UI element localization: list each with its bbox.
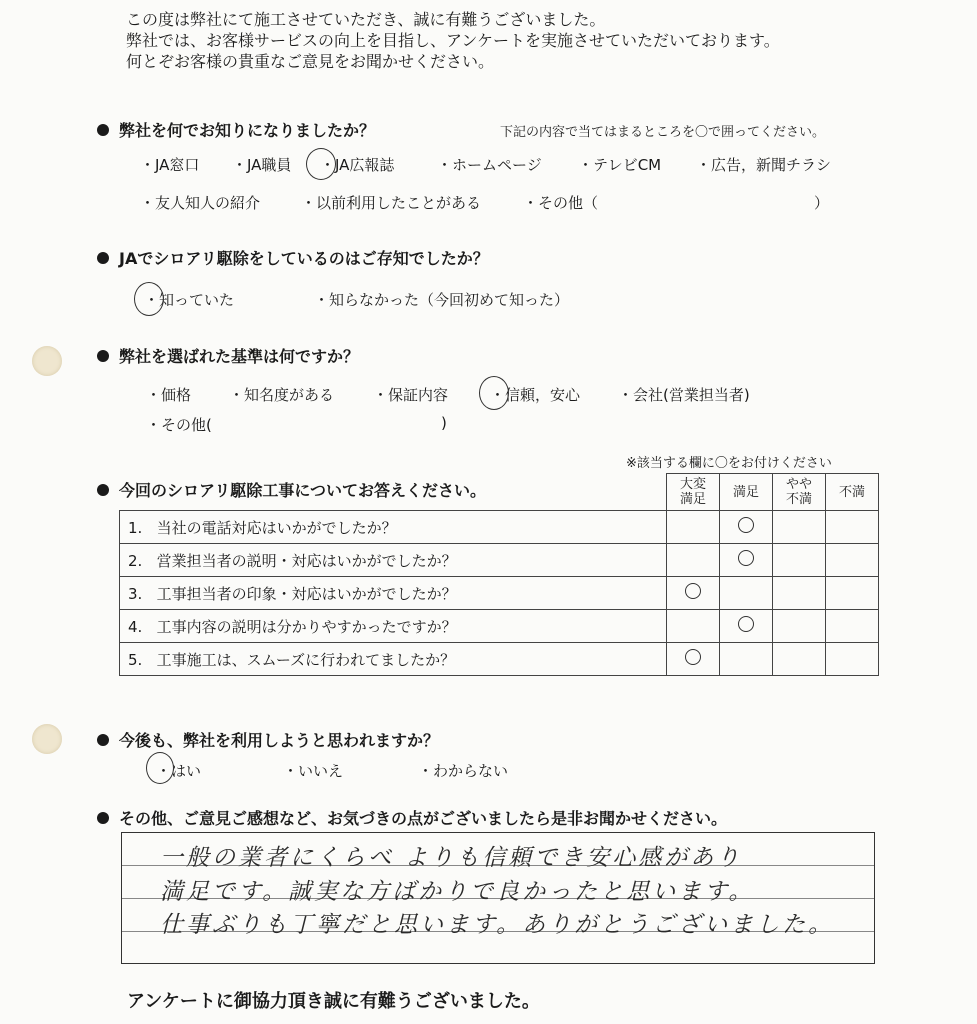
punch-hole: [32, 724, 62, 754]
paren-close: ): [441, 414, 447, 432]
option[interactable]: ・わからない: [418, 762, 509, 780]
column-header: やや 不満: [773, 474, 826, 511]
intro-line: この度は弊社にて施工させていただき、誠に有難うございました。: [126, 10, 606, 29]
circle-mark-icon: [738, 550, 754, 566]
bullet-icon: [97, 350, 109, 362]
option[interactable]: ・その他(: [146, 416, 212, 434]
option[interactable]: ・いいえ: [283, 762, 344, 780]
rating-cell[interactable]: [720, 577, 773, 610]
rating-cell[interactable]: [720, 610, 773, 643]
rating-cell[interactable]: [773, 511, 826, 544]
option[interactable]: ・会社(営業担当者): [618, 386, 750, 404]
bullet-icon: [97, 252, 109, 264]
column-header: 不満: [826, 474, 879, 511]
table-row: 1. 当社の電話対応はいかがでしたか？: [120, 511, 879, 544]
option[interactable]: ・その他（: [523, 194, 599, 212]
question-3: 弊社を選ばれた基準は何ですか？: [97, 344, 359, 367]
rating-cell[interactable]: [826, 577, 879, 610]
circle-mark-icon: [685, 649, 701, 665]
bullet-icon: [97, 124, 109, 136]
thank-you-footer: アンケートに御協力頂き誠に有難うございました。: [127, 991, 540, 1012]
option[interactable]: ・広告，新聞チラシ: [696, 156, 832, 174]
column-header: 大変 満足: [667, 474, 720, 511]
handwritten-comment: 一般の業者にくらべ よりも信頼でき安心感があり: [160, 845, 743, 871]
table-row: 3. 工事担当者の印象・対応はいかがでしたか？: [120, 577, 879, 610]
rating-cell[interactable]: [667, 544, 720, 577]
option[interactable]: ・以前利用したことがある: [301, 194, 482, 212]
column-header: 満足: [720, 474, 773, 511]
rating-cell[interactable]: [826, 610, 879, 643]
question-4: 今回のシロアリ駆除工事についてお答えください。: [97, 478, 486, 501]
option[interactable]: ・知らなかった（今回初めて知った）: [314, 291, 570, 309]
comment-box[interactable]: [121, 832, 875, 964]
question-2: JAでシロアリ駆除をしているのはご存知でしたか？: [97, 246, 489, 269]
option-selected[interactable]: ・JA広報誌: [320, 156, 395, 174]
circle-mark-icon: [738, 616, 754, 632]
option-selected[interactable]: ・知っていた: [144, 291, 235, 309]
bullet-icon: [97, 734, 109, 746]
bullet-icon: [97, 484, 109, 496]
question-6: その他、ご意見ご感想など、お気づきの点がございましたら是非お聞かせください。: [97, 806, 727, 829]
rating-cell[interactable]: [826, 643, 879, 676]
option[interactable]: ・ホームページ: [437, 156, 542, 174]
option[interactable]: ・友人知人の紹介: [140, 194, 261, 212]
rating-cell[interactable]: [720, 643, 773, 676]
table-row: 4. 工事内容の説明は分かりやすかったですか？: [120, 610, 879, 643]
question-5: 今後も、弊社を利用しようと思われますか？: [97, 728, 439, 751]
bullet-icon: [97, 812, 109, 824]
table-header-row: [120, 474, 879, 511]
selection-circle-icon: [479, 376, 509, 410]
paren-close: ）: [814, 194, 830, 212]
option-selected[interactable]: ・信頼，安心: [490, 386, 581, 404]
intro-line: 何とぞお客様の貴重なご意見をお聞かせください。: [126, 52, 495, 71]
option-selected[interactable]: ・はい: [156, 762, 202, 780]
rating-cell[interactable]: [667, 610, 720, 643]
question-1: 弊社を何でお知りになりましたか？: [97, 118, 375, 141]
circle-mark-icon: [685, 583, 701, 599]
selection-circle-icon: [146, 752, 174, 784]
satisfaction-table: [119, 473, 879, 676]
rating-cell[interactable]: [773, 577, 826, 610]
table-note: ※該当する欄に〇をお付けください: [626, 456, 832, 471]
option[interactable]: ・テレビCM: [578, 156, 662, 174]
option[interactable]: ・JA窓口: [140, 156, 200, 174]
punch-hole: [32, 346, 62, 376]
rating-cell[interactable]: [720, 544, 773, 577]
handwritten-comment: 満足です。誠実な方ばかりで良かったと思います。: [160, 879, 755, 905]
option[interactable]: ・JA職員: [232, 156, 292, 174]
option[interactable]: ・知名度がある: [229, 386, 335, 404]
rating-cell[interactable]: [826, 544, 879, 577]
option[interactable]: ・保証内容: [373, 386, 449, 404]
rating-cell[interactable]: [667, 577, 720, 610]
rating-cell[interactable]: [773, 643, 826, 676]
selection-circle-icon: [306, 148, 336, 180]
instruction-text: 下記の内容で当てはまるところを〇で囲ってください。: [500, 125, 826, 140]
table-row: 5. 工事施工は、スムーズに行われてましたか？: [120, 643, 879, 676]
table-row: 2. 営業担当者の説明・対応はいかがでしたか？: [120, 544, 879, 577]
rating-cell[interactable]: [720, 511, 773, 544]
rating-cell[interactable]: [773, 544, 826, 577]
selection-circle-icon: [134, 282, 164, 316]
rating-cell[interactable]: [773, 610, 826, 643]
rating-cell[interactable]: [826, 511, 879, 544]
intro-line: 弊社では、お客様サービスの向上を目指し、アンケートを実施させていただいております。: [126, 31, 780, 50]
handwritten-comment: 仕事ぶりも丁寧だと思います。ありがとうございました。: [160, 912, 835, 938]
circle-mark-icon: [738, 517, 754, 533]
option[interactable]: ・価格: [146, 386, 192, 404]
rating-cell[interactable]: [667, 643, 720, 676]
rating-cell[interactable]: [667, 511, 720, 544]
